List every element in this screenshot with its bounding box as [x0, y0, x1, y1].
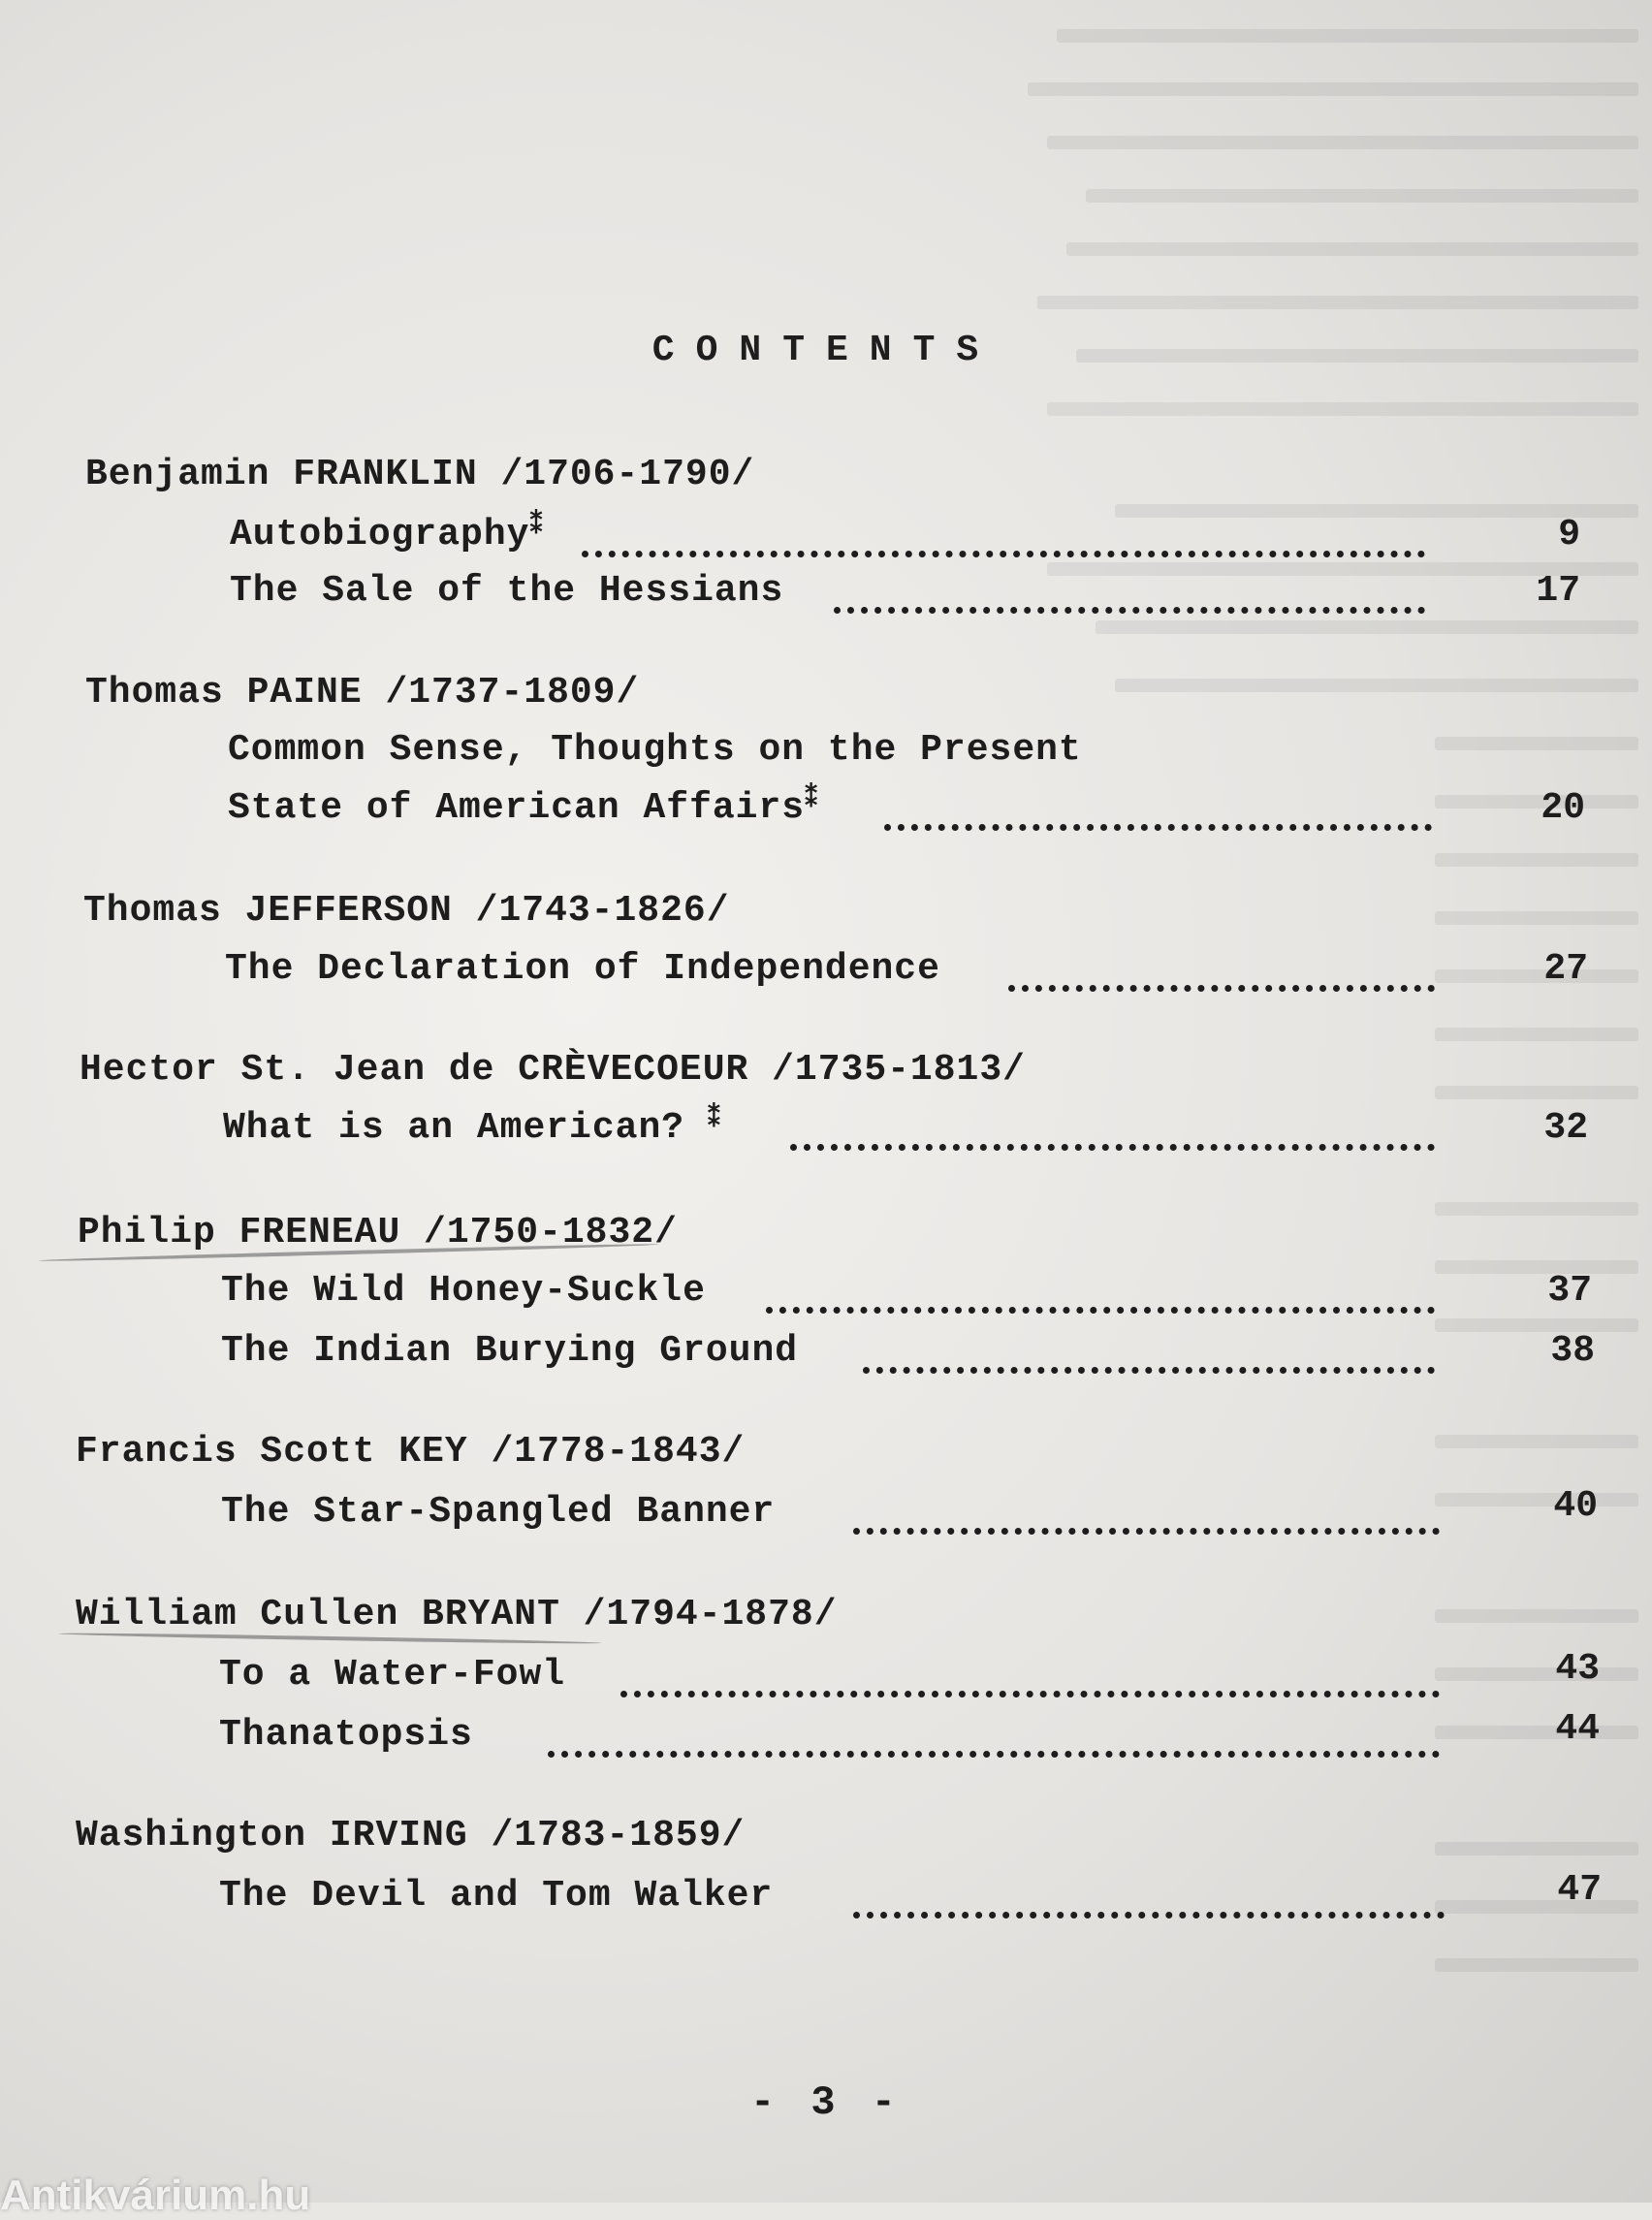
author-heading: Washington IRVING /1783-1859/ — [76, 1815, 746, 1856]
work-title: What is an American? — [223, 1107, 685, 1149]
author-heading: Thomas JEFFERSON /1743-1826/ — [83, 890, 730, 932]
page-ref: 47 — [1557, 1869, 1602, 1911]
asterism-mark: ⁑ — [707, 1105, 721, 1134]
work-title: The Indian Burying Ground — [221, 1330, 799, 1372]
page-ref: 9 — [1558, 514, 1580, 555]
work-title: Thanatopsis — [219, 1714, 473, 1756]
work-title: The Devil and Tom Walker — [219, 1875, 774, 1917]
page-ref: 40 — [1553, 1485, 1598, 1527]
asterism-mark: ⁑ — [529, 512, 544, 541]
page-ref: 27 — [1543, 948, 1588, 990]
work-title: The Sale of the Hessians — [230, 570, 784, 612]
page-ref: 44 — [1555, 1708, 1600, 1750]
work-title: Autobiography — [230, 514, 530, 555]
dot-leader — [1008, 948, 1435, 992]
dot-leader — [548, 1714, 1440, 1758]
author-heading: Hector St. Jean de CRÈVECOEUR /1735-1813/ — [79, 1049, 1026, 1091]
toc-entry-title — [228, 787, 818, 829]
dot-leader — [853, 1875, 1445, 1919]
toc-entry-title — [223, 1107, 721, 1149]
work-title: The Star-Spangled Banner — [221, 1491, 776, 1533]
page-title: CONTENTS — [651, 330, 1001, 371]
author-heading: Francis Scott KEY /1778-1843/ — [76, 1431, 746, 1473]
dot-leader — [790, 1107, 1435, 1151]
author-heading: Philip FRENEAU /1750-1832/ — [78, 1212, 678, 1253]
page-ref: 17 — [1536, 570, 1580, 612]
work-title: To a Water-Fowl — [219, 1654, 566, 1696]
work-title: Common Sense, Thoughts on the Present — [228, 729, 1082, 771]
asterism-mark: ⁑ — [805, 785, 819, 814]
page-ref: 32 — [1543, 1107, 1588, 1149]
author-heading: William Cullen BRYANT /1794-1878/ — [76, 1594, 838, 1635]
work-title: The Wild Honey-Suckle — [221, 1270, 706, 1312]
dot-leader — [863, 1330, 1435, 1374]
page-ref: 37 — [1547, 1270, 1592, 1312]
work-title: The Declaration of Independence — [225, 948, 940, 990]
author-heading: Benjamin FRANKLIN /1706-1790/ — [85, 454, 755, 495]
dot-leader — [884, 787, 1432, 831]
watermark: Antikvárium.hu — [0, 2172, 311, 2219]
page-ref: 38 — [1550, 1330, 1595, 1372]
page-ref: 43 — [1555, 1648, 1600, 1690]
dot-leader — [853, 1491, 1440, 1535]
dot-leader — [582, 514, 1425, 557]
page-ref: 20 — [1541, 787, 1585, 829]
dot-leader — [620, 1654, 1440, 1697]
dot-leader — [834, 570, 1425, 614]
work-title: State of American Affairs — [228, 787, 806, 829]
page-number: - 3 - — [749, 2079, 903, 2126]
toc-entry-title — [230, 514, 543, 555]
dot-leader — [766, 1270, 1435, 1314]
author-heading: Thomas PAINE /1737-1809/ — [85, 672, 640, 714]
